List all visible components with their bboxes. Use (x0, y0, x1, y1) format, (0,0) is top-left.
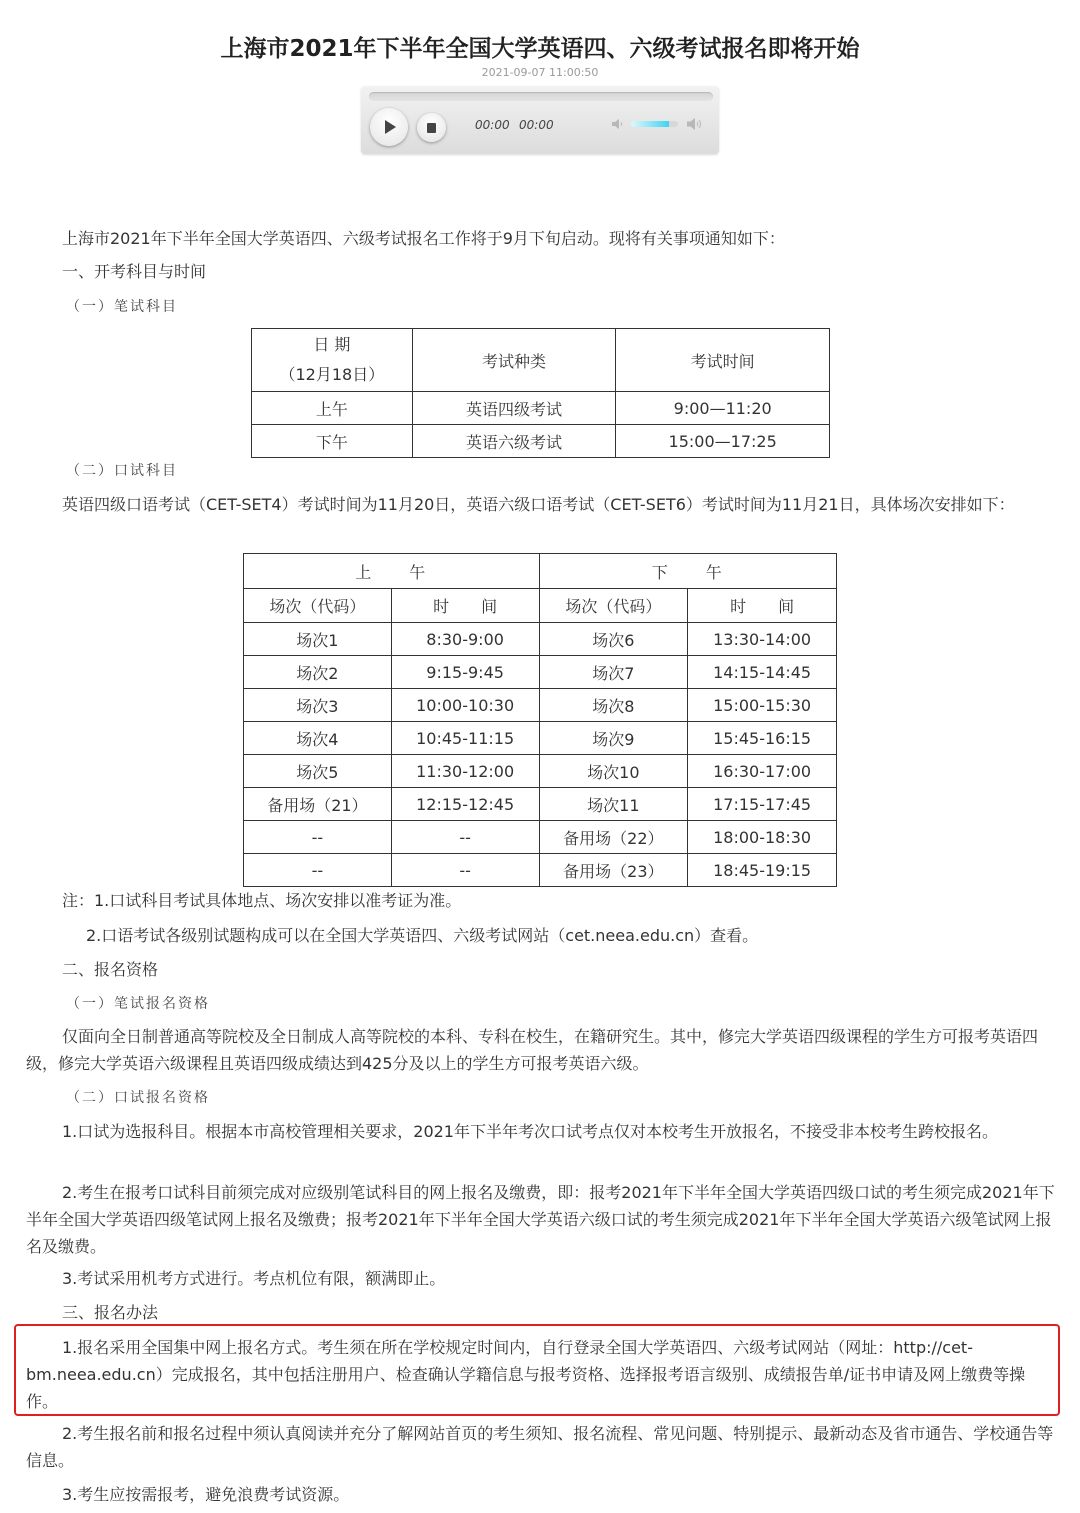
section-heading-3: 三、报名办法 (62, 1303, 159, 1322)
audio-player (361, 86, 719, 154)
note-2: 2.口语考试各级别试题构成可以在全国大学英语四、六级考试网站（cet.neea.edu.cn）查看。 (86, 926, 759, 945)
col-time-am: 时 间 (391, 589, 539, 623)
col-session-pm: 场次（代码） (539, 589, 688, 623)
subsection-heading-oral-eligibility: （二）口试报名资格 (66, 1090, 210, 1106)
table-row: 场次5 11:30-12:00 场次10 16:30-17:00 (244, 755, 837, 788)
publish-date: 2021-09-07 11:00:50 (481, 66, 599, 79)
audio-progress-bar[interactable] (369, 92, 713, 101)
stop-button[interactable] (417, 113, 446, 142)
current-time: 00:00 (475, 118, 510, 132)
registration-item-3: 3.考生应按需报考，避免浪费考试资源。 (62, 1485, 350, 1504)
volume-low-icon[interactable] (611, 117, 625, 131)
oral-exam-table (243, 553, 837, 887)
table-row: 备用场（21） 12:15-12:45 场次11 17:15-17:45 (244, 788, 837, 821)
table-row: -- -- 备用场（23） 18:45-19:15 (244, 854, 837, 887)
oral-description: 英语四级口语考试（CET-SET4）考试时间为11月20日，英语六级口语考试（CET-SET6）考试时间为11月21日，具体场次安排如下： (62, 495, 1015, 514)
subsection-heading-oral: （二）口试科目 (66, 463, 178, 479)
oral-eligibility-item-3: 3.考试采用机考方式进行。考点机位有限，额满即止。 (62, 1269, 446, 1288)
stop-icon (427, 123, 436, 133)
header-time: 考试时间 (616, 329, 830, 392)
section-heading-2: 二、报名资格 (62, 960, 159, 979)
subsection-heading-written: （一）笔试科目 (66, 299, 178, 315)
note-1: 注：1.口试科目考试具体地点、场次安排以准考证为准。 (62, 891, 462, 910)
table-row: 场次3 10:00-10:30 场次8 15:00-15:30 (244, 689, 837, 722)
duration: 00:00 (519, 118, 554, 132)
play-button[interactable] (370, 108, 408, 146)
written-eligibility-text: 仅面向全日制普通高等院校及全日制成人高等院校的本科、专科在校生，在籍研究生。其中，修完大学英语四级课程的学生方可报考英语四级，修完大学英语六级课程且英语四级成绩达到425分及以上的学生方可报考英语六级。 (26, 1027, 1039, 1073)
registration-item-1: 1.报名采用全国集中网上报名方式。考生须在所在学校规定时间内，自行登录全国大学英语四、六级考试网站（网址：http://cet-bm.neea.edu.cn）完成报名，其中包括注册用户、检查确认学籍信息与报考资格、选择报考语言级别、成绩报告单/证书申请及网上缴费等操作。 (26, 1338, 1026, 1411)
intro-paragraph: 上海市2021年下半年全国大学英语四、六级考试报名工作将于9月下旬启动。现将有关事项通知如下： (62, 229, 785, 248)
header-date: 日 期 （12月18日） (252, 329, 413, 392)
table-row: 场次1 8:30-9:00 场次6 13:30-14:00 (244, 623, 837, 656)
header-afternoon: 下 午 (539, 554, 837, 589)
play-icon (385, 120, 396, 134)
header-type: 考试种类 (412, 329, 616, 392)
section-heading-1: 一、开考科目与时间 (62, 262, 207, 281)
table-row: 下午 英语六级考试 15:00—17:25 (252, 425, 830, 458)
header-morning: 上 午 (244, 554, 540, 589)
written-exam-table (251, 328, 830, 458)
volume-high-icon[interactable] (686, 116, 704, 132)
table-row: 场次4 10:45-11:15 场次9 15:45-16:15 (244, 722, 837, 755)
subsection-heading-written-eligibility: （一）笔试报名资格 (66, 996, 210, 1012)
table-row: 场次2 9:15-9:45 场次7 14:15-14:45 (244, 656, 837, 689)
table-row: -- -- 备用场（22） 18:00-18:30 (244, 821, 837, 854)
oral-eligibility-item-2: 2.考生在报考口试科目前须完成对应级别笔试科目的网上报名及缴费，即：报考2021年下半年全国大学英语四级口试的考生须完成2021年下半年全国大学英语四级笔试网上报名及缴费；报考2021年下半年全国大学英语六级口试的考生须完成2021年下半年全国大学英语六级笔试网上报名及缴费。 (26, 1183, 1055, 1256)
volume-level (631, 121, 669, 127)
col-session-am: 场次（代码） (244, 589, 392, 623)
col-time-pm: 时 间 (688, 589, 837, 623)
page-title: 上海市2021年下半年全国大学英语四、六级考试报名即将开始 (220, 36, 860, 62)
table-row: 上午 英语四级考试 9:00—11:20 (252, 392, 830, 425)
oral-eligibility-item-1: 1.口试为选报科目。根据本市高校管理相关要求，2021年下半年考次口试考点仅对本校考生开放报名，不接受非本校考生跨校报名。 (62, 1122, 998, 1141)
registration-item-2: 2.考生报名前和报名过程中须认真阅读并充分了解网站首页的考生须知、报名流程、常见问题、特别提示、最新动态及省市通告、学校通告等信息。 (26, 1424, 1054, 1470)
volume-slider[interactable] (631, 121, 678, 127)
